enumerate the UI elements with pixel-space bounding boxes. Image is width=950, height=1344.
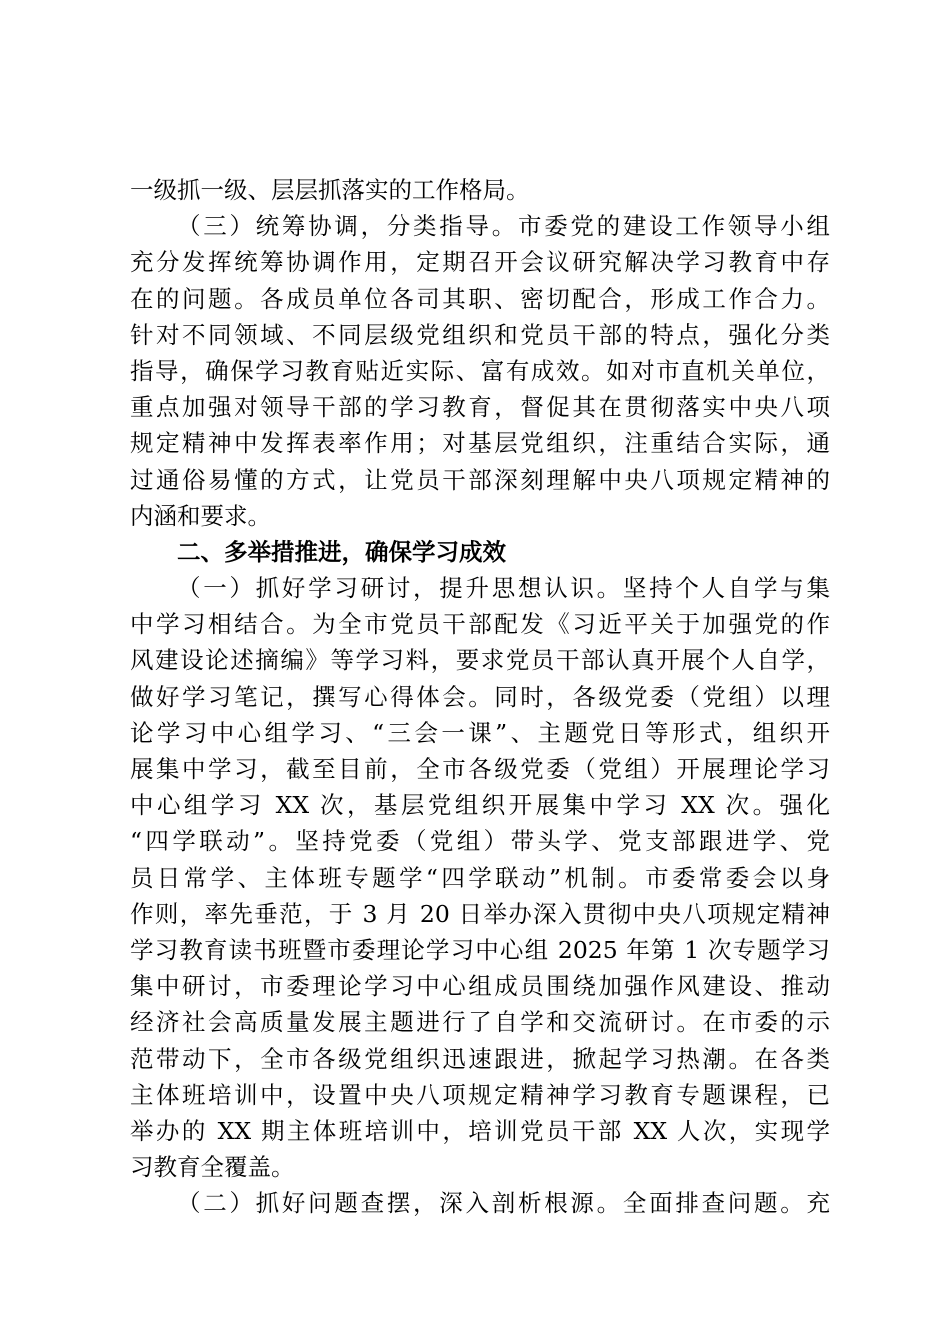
paragraph-line: 集中研讨，市委理论学习中心组成员围绕加强作风建设、推动 xyxy=(130,972,830,1001)
paragraph-line: 中学习相结合。为全市党员干部配发《习近平关于加强党的作 xyxy=(130,610,830,639)
paragraph-line: 做好学习笔记，撰写心得体会。同时，各级党委（党组）以理 xyxy=(130,682,830,711)
paragraph-line: 指导，确保学习教育贴近实际、富有成效。如对市直机关单位， xyxy=(130,356,830,385)
paragraph-line: （二）抓好问题查摆，深入剖析根源。全面排查问题。充 xyxy=(177,1189,830,1218)
paragraph-line: 风建设论述摘编》等学习料，要求党员干部认真开展个人自学， xyxy=(130,646,830,675)
paragraph-line: 规定精神中发挥表率作用；对基层党组织，注重结合实际，通 xyxy=(130,429,830,458)
paragraph-line: 学习教育读书班暨市委理论学习中心组 2025 年第 1 次专题学习 xyxy=(130,935,830,964)
document-body xyxy=(130,172,830,1221)
paragraph-line: 内涵和要求。 xyxy=(130,501,271,530)
paragraph-line: 针对不同领域、不同层级党组织和党员干部的特点，强化分类 xyxy=(130,320,830,349)
paragraph-line: 一级抓一级、层层抓落实的工作格局。 xyxy=(130,176,530,204)
paragraph-line: 中心组学习 XX 次，基层党组织开展集中学习 XX 次。强化 xyxy=(130,791,830,820)
paragraph-line: 范带动下，全市各级党组织迅速跟进，掀起学习热潮。在各类 xyxy=(130,1044,830,1073)
paragraph-line: “四学联动”。坚持党委（党组）带头学、党支部跟进学、党 xyxy=(130,827,830,856)
paragraph-line: 过通俗易懂的方式，让党员干部深刻理解中央八项规定精神的 xyxy=(130,465,830,494)
section-heading: 二、多举措推进，确保学习成效 xyxy=(177,537,506,566)
paragraph-line: 展集中学习，截至目前，全市各级党委（党组）开展理论学习 xyxy=(130,755,830,783)
paragraph-line: 论学习中心组学习、“三会一课”、主题党日等形式，组织开 xyxy=(130,718,830,747)
paragraph-line: （三）统筹协调，分类指导。市委党的建设工作领导小组 xyxy=(177,212,830,241)
paragraph-line: 在的问题。各成员单位各司其职、密切配合，形成工作合力。 xyxy=(130,284,830,313)
paragraph-line: 重点加强对领导干部的学习教育，督促其在贯彻落实中央八项 xyxy=(130,393,830,422)
paragraph-line: 员日常学、主体班专题学“四学联动”机制。市委常委会以身 xyxy=(130,863,830,892)
paragraph-line: 经济社会高质量发展主题进行了自学和交流研讨。在市委的示 xyxy=(130,1008,830,1037)
paragraph-line: 作则，率先垂范，于 3 月 20 日举办深入贯彻中央八项规定精神 xyxy=(130,899,830,928)
paragraph-line: 举办的 XX 期主体班培训中，培训党员干部 XX 人次，实现学 xyxy=(130,1116,830,1145)
paragraph-line: 习教育全覆盖。 xyxy=(130,1153,295,1182)
paragraph-line: 主体班培训中，设置中央八项规定精神学习教育专题课程，已 xyxy=(130,1080,830,1109)
paragraph-line: （一）抓好学习研讨，提升思想认识。坚持个人自学与集 xyxy=(177,574,830,603)
paragraph-line: 充分发挥统筹协调作用，定期召开会议研究解决学习教育中存 xyxy=(130,248,830,277)
